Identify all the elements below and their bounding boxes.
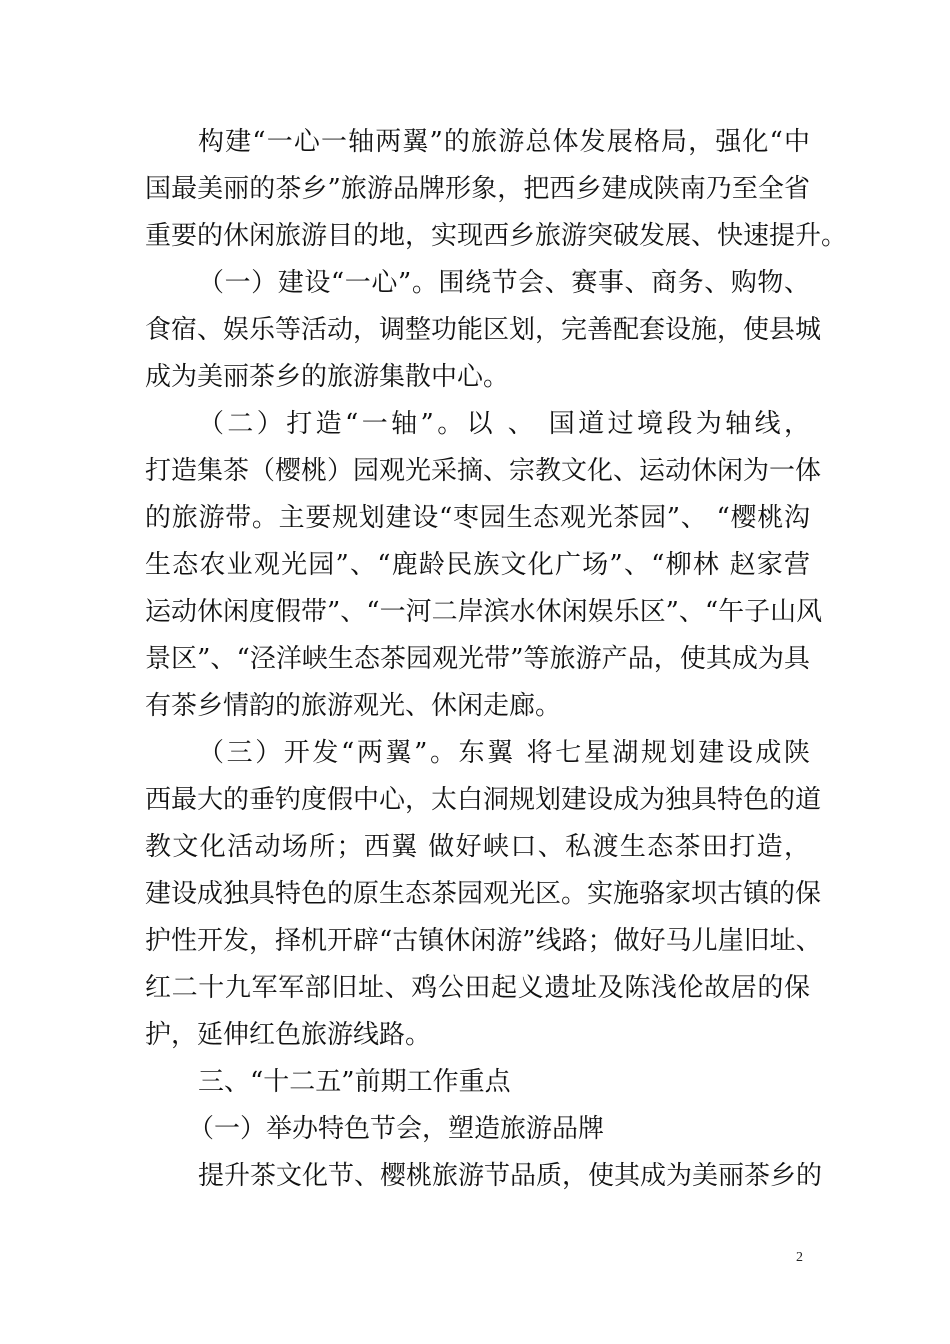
section-heading: 三、“十二五”前期工作重点 — [198, 1067, 511, 1097]
text-line-23: 提升茶文化节、樱桃旅游节品质，使其成为美丽茶乡的 — [198, 1161, 823, 1191]
text-line-13: 有茶乡情韵的旅游观光、休闲走廊。 — [145, 691, 562, 721]
text-line-12: 景区”、“泾洋峡生态茶园观光带”等旅游产品，使其成为具 — [145, 644, 810, 674]
text-line-4: （一）建设“一心”。围绕节会、赛事、商务、购物、 — [198, 268, 810, 298]
text-line-20: 护，延伸红色旅游线路。 — [145, 1020, 432, 1050]
text-line-18: 护性开发，择机开辟“古镇休闲游”线路；做好马儿崖旧址、 — [145, 926, 822, 956]
text-line-1: 构建“一心一轴两翼”的旅游总体发展格局，强化“中 — [198, 127, 810, 157]
page-number: 2 — [796, 1250, 803, 1265]
text-line-19: 红二十九军军部旧址、鸡公田起义遗址及陈浅伦故居的保 — [145, 973, 810, 1003]
text-line-11: 运动休闲度假带”、“一河二岸滨水休闲娱乐区”、“午子山风 — [145, 597, 823, 627]
text-line-17: 建设成独具特色的原生态茶园观光区。实施骆家坝古镇的保 — [145, 879, 822, 909]
text-line-7: （二）打造“一轴”。以 、 国道过境段为轴线， — [198, 409, 810, 439]
text-line-9: 的旅游带。主要规划建设“枣园生态观光茶园”、 “樱桃沟 — [145, 503, 810, 533]
subsection-heading: （一）举办特色节会，塑造旅游品牌 — [188, 1114, 605, 1144]
text-line-8: 打造集茶（樱桃）园观光采摘、宗教文化、运动休闲为一体 — [145, 456, 822, 486]
text-line-3: 重要的休闲旅游目的地，实现西乡旅游突破发展、快速提升。 — [145, 221, 848, 251]
text-line-14: （三）开发“两翼”。东翼 将七星湖规划建设成陕 — [198, 738, 810, 768]
text-line-6: 成为美丽茶乡的旅游集散中心。 — [145, 362, 510, 392]
text-line-5: 食宿、娱乐等活动，调整功能区划，完善配套设施，使县城 — [145, 315, 822, 345]
text-line-16: 教文化活动场所；西翼 做好峡口、私渡生态茶田打造， — [145, 832, 810, 862]
text-line-15: 西最大的垂钓度假中心，太白洞规划建设成为独具特色的道 — [145, 785, 822, 815]
text-line-10: 生态农业观光园”、“鹿龄民族文化广场”、“柳林 赵家营 — [145, 550, 810, 580]
text-line-2: 国最美丽的茶乡”旅游品牌形象，把西乡建成陕南乃至全省 — [145, 174, 810, 204]
